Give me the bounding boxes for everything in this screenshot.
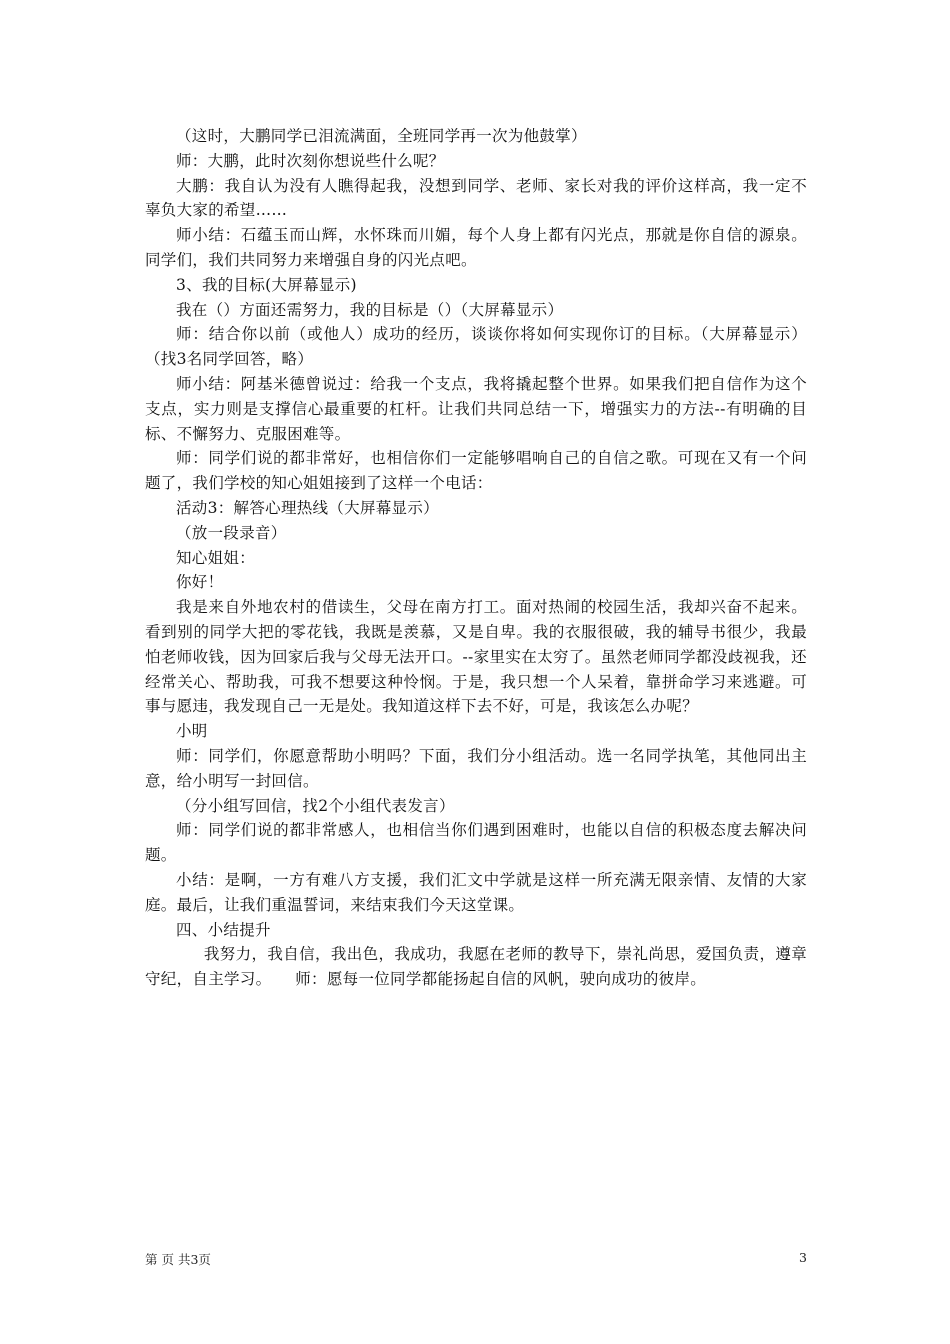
paragraph-6: 我在（）方面还需努力，我的目标是（）（大屏幕显示）: [176, 300, 564, 319]
paragraph-2: 师：大鹏，此时次刻你想说些什么呢？: [176, 151, 445, 170]
section-heading-my-goal: 3、我的目标(大屏幕显示): [176, 275, 357, 294]
paragraph-8: 师小结：阿基米德曾说过：给我一个支点，我将撬起整个世界。如果我们把自信作为这个支点，实力则是支撑信心最重要的杠杆。让我们共同总结一下，增强实力的方法--有明确的目标、不懈努力、克服困难等。: [145, 374, 807, 443]
letter-greeting: 你好！: [176, 573, 224, 592]
paragraph-11: （放一段录音）: [176, 523, 287, 542]
activity-3-heading: 活动3：解答心理热线（大屏幕显示）: [176, 498, 439, 517]
paragraph-19: 小结：是啊，一方有难八方支援，我们汇文中学就是这样一所充满无限亲情、友情的大家庭。最后，让我们重温誓词，来结束我们今天这堂课。: [145, 870, 807, 914]
document-body: [145, 124, 807, 992]
paragraph-3: 大鹏：我自认为没有人瞧得起我，没想到同学、老师、家长对我的评价这样高，我一定不辜负大家的希望……: [145, 176, 807, 220]
letter-salutation: 知心姐姐：: [176, 548, 256, 567]
letter-signature: 小明: [176, 722, 208, 741]
paragraph-17: （分小组写回信，找2个小组代表发言）: [176, 796, 455, 815]
paragraph-4: 师小结：石蕴玉而山辉，水怀珠而川媚，每个人身上都有闪光点，那就是你自信的源泉。同学们，我们共同努力来增强自身的闪光点吧。: [145, 226, 807, 269]
footer-page-number: 3: [799, 1250, 807, 1265]
paragraph-16: 师：同学们，你愿意帮助小明吗？下面，我们分小组活动。选一名同学执笔，其他同出主意，给小明写一封回信。: [145, 746, 807, 790]
letter-body: 我是来自外地农村的借读生，父母在南方打工。面对热闹的校园生活，我却兴奋不起来。看到别的同学大把的零花钱，我既是羡慕，又是自卑。我的衣服很破，我的辅导书很少，我最怕老师收钱，因为回家后我与父母无法开口。--家里实在太穷了。虽然老师同学都没歧视我，还经常关心、帮助我，可我不想要这种怜悯。于是，我只想一个人呆着，靠拼命学习来逃避。可事与愿违，我发现自己一无是处。我知道这样下去不好，可是，我该怎么办呢？: [145, 598, 807, 716]
closing-oath: 我努力，我自信，我出色，我成功，我愿在老师的教导下，崇礼尚思，爱国负责，遵章守纪，自主学习。 师：愿每一位同学都能扬起自信的风帆，驶向成功的彼岸。: [145, 945, 807, 989]
paragraph-7: 师：结合你以前（或他人）成功的经历，谈谈你将如何实现你订的目标。（大屏幕显示）（找3名同学回答，略）: [145, 325, 807, 369]
footer-page-info: 第 页 共3页: [145, 1252, 211, 1267]
paragraph-18: 师：同学们说的都非常感人，也相信当你们遇到困难时，也能以自信的积极态度去解决问题。: [145, 821, 807, 865]
section-heading-summary: 四、小结提升: [176, 920, 271, 939]
paragraph-9: 师：同学们说的都非常好，也相信你们一定能够唱响自己的自信之歌。可现在又有一个问题了，我们学校的知心姐姐接到了这样一个电话：: [145, 449, 807, 493]
paragraph-1: （这时，大鹏同学已泪流满面，全班同学再一次为他鼓掌）: [176, 127, 587, 145]
